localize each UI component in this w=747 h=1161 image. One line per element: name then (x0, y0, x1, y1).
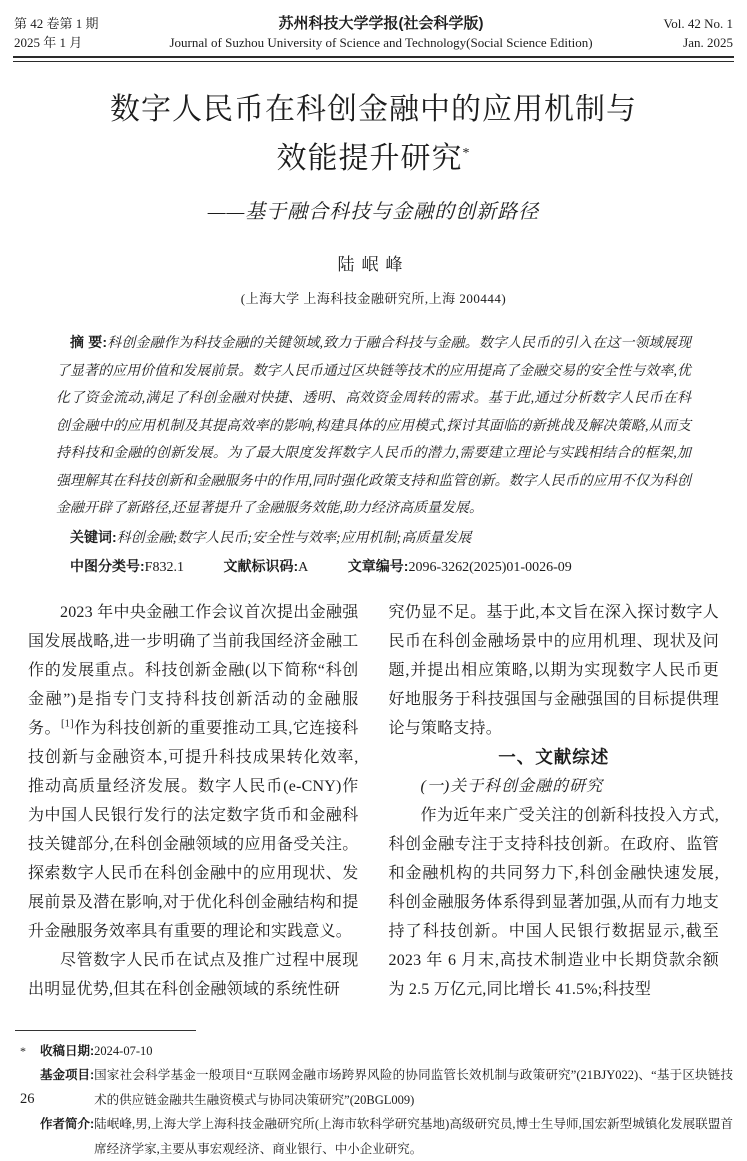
author-affiliation: (上海大学 上海科技金融研究所,上海 200444) (0, 288, 747, 307)
volume-issue: 第 42 卷第 1 期 (14, 14, 99, 33)
issue-date-cn: 2025 年 1 月 (14, 33, 99, 52)
article-title-line2: 效能提升研究* (0, 132, 747, 181)
article-title (0, 88, 747, 181)
front-matter (56, 329, 691, 582)
title-footnote-marker: * (463, 146, 471, 161)
body-columns (28, 598, 719, 1004)
article-subtitle: ——基于融合科技与金融的创新路径 (0, 195, 747, 224)
paragraph-literature: 作为近年来广受关注的创新科技投入方式,科创金融专注于支持科技创新。在政府、监管和金融机构的共同努力下,科创金融快速发展,科创金融服务体系得到显著加强,从而有力地支持了科技创新。中国人民银行数据显示,截至 2023 年 6 月末,高技术制造业中长期贷款余额为 2.5 万亿元,同比增长 41.5%;科技型 (389, 801, 720, 1004)
left-column (28, 598, 359, 1004)
journal-name-cn: 苏州科技大学学报(社会科学版) (105, 14, 658, 33)
keywords-label: 关键词: (70, 529, 117, 545)
volume-info-en (664, 14, 733, 52)
journal-name (99, 14, 664, 52)
title-block (0, 88, 747, 307)
article-meta (56, 553, 691, 582)
header-divider (13, 56, 734, 62)
journal-name-en: Journal of Suzhou University of Science and Technology(Social Science Edition) (105, 33, 658, 52)
footnote-author-bio: 作者简介: 陆岷峰,男,上海大学上海科技金融研究所(上海市软科学研究基地)高级研究员,博士生导师,国宏新型城镇化发展联盟首席经济学家,主要从事宏观经济、商业银行、中小企业研究。 (28, 1112, 733, 1161)
paragraph-intro: 2023 年中央金融工作会议首次提出金融强国发展战略,进一步明确了当前我国经济金融工作的发展重点。科技创新金融(以下简称“科创金融”)是指专门支持科技创新活动的金融服务。[1]作为科技创新的重要推动工具,它连接科技创新与金融资本,可提升科技成果转化效率,推动高质量经济发展。数字人民币(e-CNY)作为中国人民银行发行的法定数字货币和金融科技关键部分,在科创金融领域的应用备受关注。探索数字人民币在科创金融中的应用现状、发展前景及潜在影响,对于优化科创金融结构和提升金融服务效率具有重要的理论和实践意义。 (28, 598, 359, 946)
article-id: 文章编号:2096-3262(2025)01-0026-09 (348, 560, 572, 575)
document-code: 文献标识码:A (223, 560, 308, 575)
keywords-text: 科创金融;数字人民币;安全性与效率;应用机制;高质量发展 (117, 531, 472, 546)
issue-info (14, 14, 99, 52)
right-column (389, 598, 720, 1004)
section-heading-literature-review: 一、文献综述 (389, 743, 720, 772)
abstract (56, 329, 691, 523)
keywords (56, 524, 691, 553)
footnote-marker: * (20, 1039, 40, 1064)
author-name: 陆岷峰 (0, 250, 747, 275)
journal-header (14, 12, 733, 52)
footnote-divider (15, 1030, 196, 1031)
article-title-line1: 数字人民币在科创金融中的应用机制与 (0, 88, 747, 132)
paragraph-motivation-cont: 究仍显不足。基于此,本文旨在深入探讨数字人民币在科创金融场景中的应用机理、现状及问题,并提出相应策略,以期为实现数字人民币更好地服务于科技强国与金融强国的目标提供理论与策略支持。 (389, 598, 720, 743)
citation-ref-1: [1] (61, 718, 74, 729)
issue-date-en: Jan. 2025 (664, 33, 733, 52)
paragraph-motivation: 尽管数字人民币在试点及推广过程中展现出明显优势,但其在科创金融领域的系统性研 (28, 946, 359, 1004)
abstract-label: 摘 要: (70, 334, 107, 350)
subsection-heading-research: (一)关于科创金融的研究 (389, 772, 720, 801)
abstract-text: 科创金融作为科技金融的关键领域,致力于融合科技与金融。数字人民币的引入在这一领域展现了显著的应用价值和发展前景。数字人民币通过区块链等技术的应用提高了金融交易的安全性与效率,优化了资金流动,满足了科创金融对快捷、透明、高效资金周转的需求。基于此,通过分析数字人民币在科创金融中的应用机制及其提高效率的影响,构建具体的应用模式,探讨其面临的新挑战及解决策略,从而支持科技和金融的创新发展。为了最大限度发挥数字人民币的潜力,需要建立理论与实践相结合的框架,加强理解其在科技创新和金融服务中的作用,同时强化政策支持和监管创新。数字人民币的应用不仅为科创金融开辟了新路径,还显著提升了金融服务效能,助力经济高质量发展。 (56, 336, 691, 516)
footnote-received-date: * 收稿日期: 2024-07-10 (28, 1039, 733, 1064)
volume-en: Vol. 42 No. 1 (664, 14, 733, 33)
page-number: 26 (20, 1091, 35, 1108)
clc-number: 中图分类号:F832.1 (70, 560, 184, 575)
footnote-funding: 基金项目: 国家社会科学基金一般项目“互联网金融市场跨界风险的协同监管长效机制与政策研究”(21BJY022)、“基于区块链技术的供应链金融共生融资模式与协同决策研究”(20BGL009) (28, 1063, 733, 1112)
footnotes (28, 1039, 733, 1161)
